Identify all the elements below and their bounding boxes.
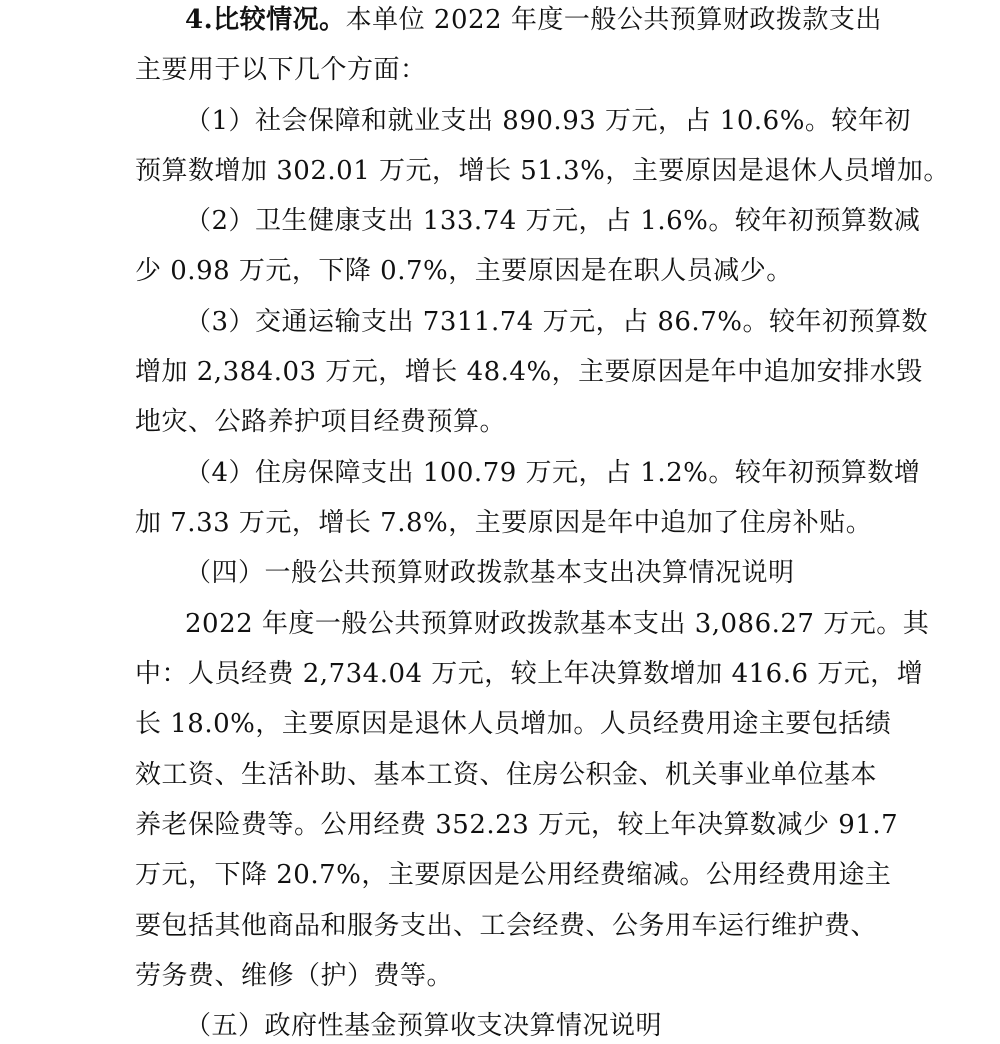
basic-expenditure-line-8: 劳务费、维修（护）费等。 <box>135 961 454 991</box>
section-heading-5-government-fund: （五）政府性基金预算收支决算情况说明 <box>185 1011 663 1041</box>
paragraph-line-1 <box>185 2 882 38</box>
basic-expenditure-line-2: 中：人员经费 2,734.04 万元，较上年决算数增加 416.6 万元，增 <box>135 659 924 689</box>
item-3-line-2: 增加 2,384.03 万元，增长 48.4%，主要原因是年中追加安排水毁 <box>135 357 923 387</box>
basic-expenditure-line-7: 要包括其他商品和服务支出、工会经费、公务用车运行维护费、 <box>135 911 878 941</box>
basic-expenditure-line-3: 长 18.0%，主要原因是退休人员增加。人员经费用途主要包括绩 <box>135 709 892 739</box>
item-1-line-2: 预算数增加 302.01 万元，增长 51.3%，主要原因是退休人员增加。 <box>135 156 950 186</box>
section-heading-4-basic-expenditure: （四）一般公共预算财政拨款基本支出决算情况说明 <box>185 558 795 588</box>
basic-expenditure-line-5: 养老保险费等。公用经费 352.23 万元，较上年决算数减少 91.7 <box>135 810 899 840</box>
item-3-line-1: （3）交通运输支出 7311.74 万元，占 86.7%。较年初预算数 <box>185 307 928 337</box>
line-text: 本单位 2022 年度一般公共预算财政拨款支出 <box>345 5 882 35</box>
section-heading-4: 4.比较情况。 <box>185 5 346 35</box>
basic-expenditure-line-4: 效工资、生活补助、基本工资、住房公积金、机关事业单位基本 <box>135 760 878 790</box>
item-2-line-1: （2）卫生健康支出 133.74 万元，占 1.6%。较年初预算数减 <box>185 206 921 236</box>
item-4-line-2: 加 7.33 万元，增长 7.8%，主要原因是年中追加了住房补贴。 <box>135 508 873 538</box>
basic-expenditure-line-6: 万元，下降 20.7%，主要原因是公用经费缩减。公用经费用途主 <box>135 860 892 890</box>
item-3-line-3: 地灾、公路养护项目经费预算。 <box>135 407 507 437</box>
item-2-line-2: 少 0.98 万元，下降 0.7%，主要原因是在职人员减少。 <box>135 256 793 286</box>
item-4-line-1: （4）住房保障支出 100.79 万元，占 1.2%。较年初预算数增 <box>185 458 921 488</box>
item-1-line-1: （1）社会保障和就业支出 890.93 万元，占 10.6%。较年初 <box>185 106 911 136</box>
basic-expenditure-line-1: 2022 年度一般公共预算财政拨款基本支出 3,086.27 万元。其 <box>185 609 930 639</box>
paragraph-line-2: 主要用于以下几个方面： <box>135 55 427 85</box>
